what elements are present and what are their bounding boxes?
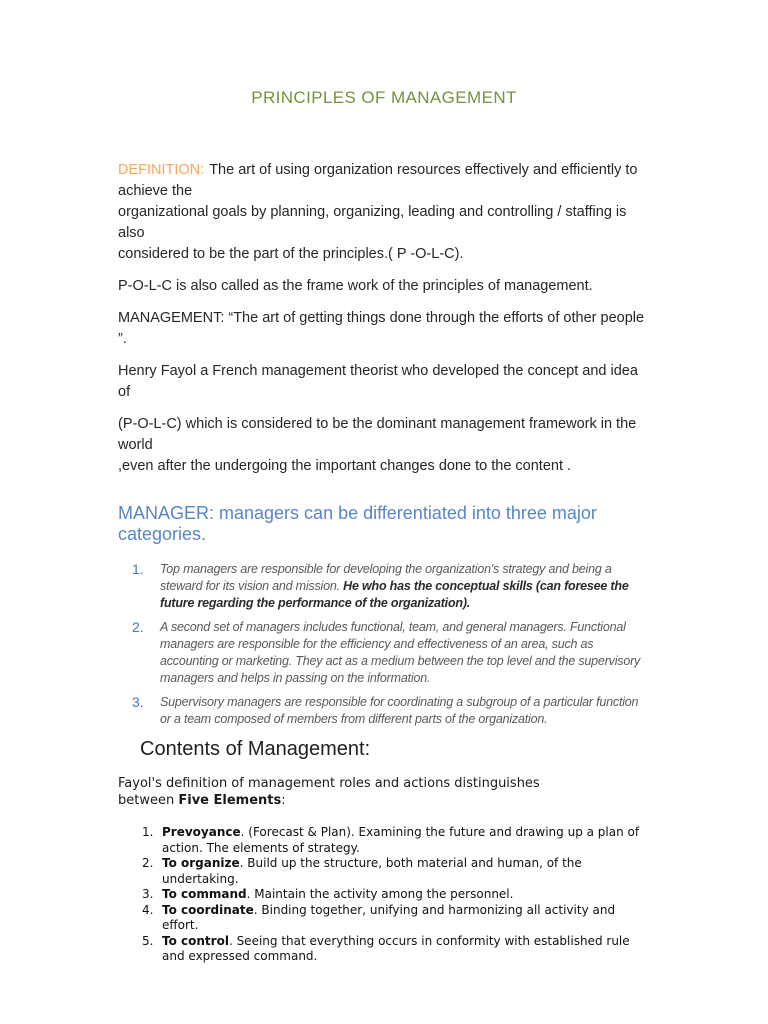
list-item-text xyxy=(162,887,650,903)
list-item-number: 5. xyxy=(142,933,154,948)
list-item-functional-managers xyxy=(132,619,650,687)
list-item-text xyxy=(162,825,650,856)
list-item-text xyxy=(162,903,650,934)
management-quote: MANAGEMENT: “The art of getting things done through the efforts of other people ”. xyxy=(118,310,645,347)
polc-framework-sentence: P-O-L-C is also called as the frame work of the principles of management. xyxy=(118,278,593,294)
framework-paragraph xyxy=(118,414,650,477)
five-elements-intro xyxy=(118,775,650,809)
list-item-text xyxy=(162,934,650,965)
list-item-text-emphasis: He who has the conceptual skills (can foresee the future regarding the performance of the organization). xyxy=(160,579,629,610)
list-item-supervisory-managers xyxy=(132,694,650,728)
definition-line-3: considered to be the part of the principles.( P -O-L-C). xyxy=(118,246,464,262)
list-item-number: 1. xyxy=(132,561,144,577)
intro-line-2 xyxy=(118,792,650,809)
list-item-to-organize xyxy=(142,856,650,887)
element-term: To coordinate xyxy=(162,902,254,917)
five-elements-bold: Five Elements xyxy=(178,793,282,808)
list-item-text-normal: Supervisory managers are responsible for coordinating a subgroup of a particular function or a team composed of members from different parts of the organization. xyxy=(160,695,639,726)
definition-paragraph xyxy=(118,160,650,265)
list-item-text xyxy=(160,561,650,612)
list-item-to-coordinate xyxy=(142,903,650,934)
list-item-text xyxy=(162,856,650,887)
list-item-number: 3. xyxy=(142,887,154,901)
framework-line-2: ,even after the undergoing the important changes done to the content . xyxy=(118,458,572,474)
framework-line-1: (P-O-L-C) which is considered to be the dominant management framework in the world xyxy=(118,416,637,453)
definition-label: DEFINITION: xyxy=(118,162,205,178)
manager-section-heading: MANAGER: managers can be differentiated into three major categories. xyxy=(118,503,597,544)
element-description: . (Forecast & Plan). Examining the future and drawing up a plan of action. The elements of strategy. xyxy=(162,825,640,855)
contents-section-heading: Contents of Management: xyxy=(140,738,371,760)
definition-line-2: organizational goals by planning, organizing, leading and controlling / staffing is also xyxy=(118,204,627,241)
list-item-number: 2. xyxy=(132,619,144,635)
list-item-number: 4. xyxy=(142,902,154,917)
page-title: PRINCIPLES OF MANAGEMENT xyxy=(251,88,517,107)
manager-categories-list xyxy=(118,561,650,728)
list-item-number: 2. xyxy=(142,856,154,870)
henry-fayol-sentence: Henry Fayol a French management theorist who developed the concept and idea of xyxy=(118,363,638,400)
list-item-prevoyance xyxy=(142,825,650,856)
list-item-text xyxy=(160,694,650,728)
element-term: To control xyxy=(162,933,229,948)
list-item-top-managers xyxy=(132,561,650,612)
definition-line-1: The art of using organization resources effectively and efficiently to achieve the xyxy=(118,162,638,199)
list-item-to-control xyxy=(142,934,650,965)
element-description: . Binding together, unifying and harmonizing all activity and effort. xyxy=(162,902,616,932)
intro-suffix: : xyxy=(281,793,286,808)
element-term: To command xyxy=(162,887,247,901)
list-item-to-command xyxy=(142,887,650,903)
list-item-text-normal: Top managers are responsible for developing the organization's strategy and being a steward for its vision and mission. xyxy=(160,562,612,593)
element-description: . Build up the structure, both material and human, of the undertaking. xyxy=(162,856,582,886)
element-description: . Maintain the activity among the personnel. xyxy=(246,887,514,901)
intro-line-1: Fayol's definition of management roles and actions distinguishes xyxy=(118,776,540,791)
five-elements-list xyxy=(118,825,650,965)
element-description: . Seeing that everything occurs in conformity with established rule and expressed command. xyxy=(162,933,630,963)
element-term: To organize xyxy=(162,856,240,870)
element-term: Prevoyance xyxy=(162,825,241,839)
list-item-text-normal: A second set of managers includes functional, team, and general managers. Functional managers are responsible for the efficiency and effectiveness of an area, such as accounting or marketing. They act as a medium between the top level and the supervisory managers and helps in passing on the information. xyxy=(160,620,641,685)
intro-line-2-prefix: between xyxy=(118,793,179,808)
list-item-text xyxy=(160,619,650,687)
list-item-number: 1. xyxy=(142,825,154,839)
list-item-number: 3. xyxy=(132,694,144,710)
